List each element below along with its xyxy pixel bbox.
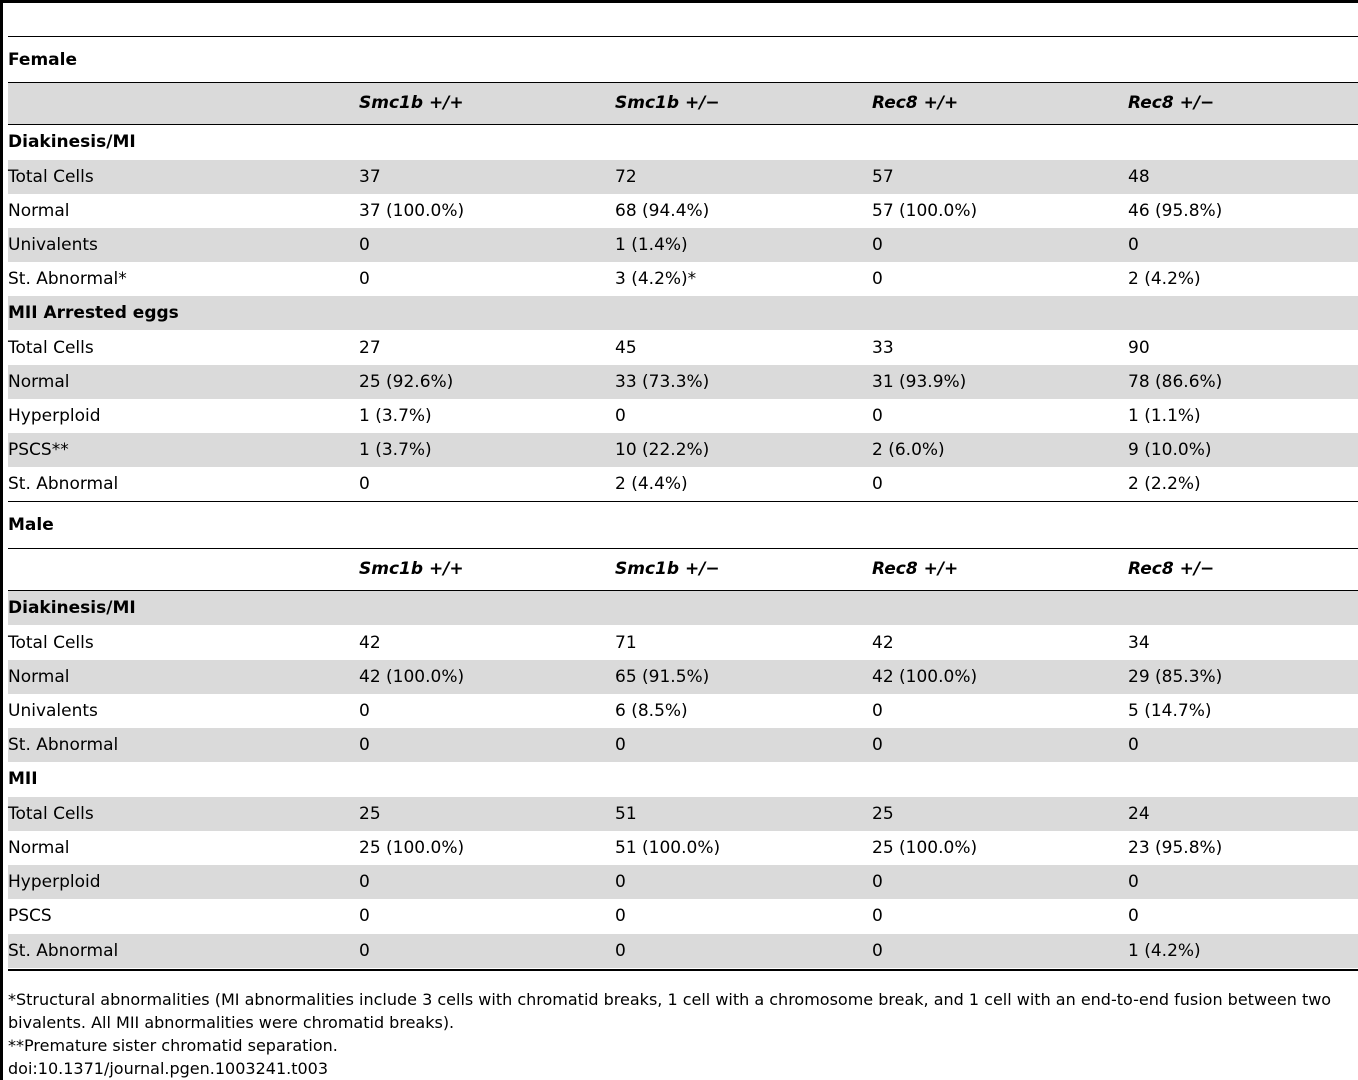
table-cell: 2 (6.0%) (872, 440, 945, 460)
column-header: Smc1b +/− (615, 93, 720, 113)
table-cell: 45 (615, 338, 637, 358)
table-cell: 0 (872, 872, 883, 892)
table-bottom-rule (8, 969, 1358, 971)
table-row (8, 467, 1358, 501)
table-cell: 0 (615, 406, 626, 426)
table-cell: 31 (93.9%) (872, 372, 967, 392)
table-cell: 0 (359, 269, 370, 289)
male-column-header-row (8, 549, 1358, 590)
table-cell: 27 (359, 338, 381, 358)
footnote-structural-cont: bivalents. All MII abnormalities were chromatid breaks). (8, 1013, 455, 1032)
table-row (8, 831, 1358, 865)
row-label: Total Cells (8, 633, 94, 653)
table-cell: 51 (100.0%) (615, 838, 721, 858)
table-row (8, 899, 1358, 933)
male-diakinesis-section-row (8, 591, 1358, 625)
table-cell: 0 (359, 701, 370, 721)
table-cell: 0 (872, 906, 883, 926)
table-cell: 0 (872, 735, 883, 755)
rule (8, 501, 1358, 502)
row-label: St. Abnormal* (8, 269, 127, 289)
column-header: Rec8 +/− (1128, 559, 1215, 579)
table-cell: 9 (10.0%) (1128, 440, 1212, 460)
table-cell: 0 (359, 872, 370, 892)
section-label: MII (8, 769, 38, 789)
column-header: Rec8 +/+ (872, 93, 959, 113)
table-cell: 0 (1128, 906, 1139, 926)
table-cell: 25 (100.0%) (359, 838, 465, 858)
table-cell: 1 (1.1%) (1128, 406, 1201, 426)
table-cell: 25 (359, 804, 381, 824)
table-row (8, 797, 1358, 831)
table-cell: 42 (872, 633, 894, 653)
table-row (8, 228, 1358, 262)
footnote-structural: *Structural abnormalities (MI abnormalities include 3 cells with chromatid breaks, 1 cell with a chromosome break, and 1 cell with an end-to-end fusion between two (8, 990, 1332, 1009)
table-cell: 57 (872, 167, 894, 187)
section-label: Diakinesis/MI (8, 598, 136, 618)
table-cell: 3 (4.2%)* (615, 269, 697, 289)
table-cell: 0 (615, 906, 626, 926)
table-cell: 42 (100.0%) (872, 667, 978, 687)
footnote-pscs: **Premature sister chromatid separation. (8, 1036, 338, 1055)
table-row (8, 365, 1358, 399)
row-label: Normal (8, 201, 70, 221)
table-cell: 48 (1128, 167, 1150, 187)
female-title: Female (8, 50, 77, 70)
table-cell: 2 (2.2%) (1128, 474, 1201, 494)
female-mii-section-row (8, 296, 1358, 330)
row-label: St. Abnormal (8, 941, 119, 961)
table-cell: 0 (872, 406, 883, 426)
table-cell: 65 (91.5%) (615, 667, 710, 687)
rule (8, 36, 1358, 37)
section-label: MII Arrested eggs (8, 303, 179, 323)
table-cell: 78 (86.6%) (1128, 372, 1223, 392)
row-label: St. Abnormal (8, 735, 119, 755)
table-row (8, 865, 1358, 899)
column-header: Smc1b +/+ (359, 559, 464, 579)
table-cell: 46 (95.8%) (1128, 201, 1223, 221)
section-label: Diakinesis/MI (8, 132, 136, 152)
table-cell: 23 (95.8%) (1128, 838, 1223, 858)
row-label: Hyperploid (8, 406, 101, 426)
table-cell: 2 (4.4%) (615, 474, 688, 494)
table-cell: 0 (1128, 235, 1139, 255)
row-label: Normal (8, 372, 70, 392)
table-cell: 0 (359, 906, 370, 926)
column-header: Smc1b +/− (615, 559, 720, 579)
table-cell: 6 (8.5%) (615, 701, 688, 721)
table-row (8, 626, 1358, 660)
table-row (8, 262, 1358, 296)
table-cell: 0 (615, 941, 626, 961)
table-cell: 24 (1128, 804, 1150, 824)
table-cell: 57 (100.0%) (872, 201, 978, 221)
table-cell: 25 (92.6%) (359, 372, 454, 392)
table-top-border (0, 0, 1358, 3)
row-label: Univalents (8, 701, 98, 721)
table-row (8, 399, 1358, 433)
table-cell: 0 (359, 735, 370, 755)
column-header: Rec8 +/+ (872, 559, 959, 579)
table-cell: 71 (615, 633, 637, 653)
column-header: Smc1b +/+ (359, 93, 464, 113)
row-label: Hyperploid (8, 872, 101, 892)
table-cell: 0 (872, 235, 883, 255)
row-label: PSCS** (8, 440, 69, 460)
table-cell: 0 (1128, 735, 1139, 755)
table-row (8, 433, 1358, 467)
table-cell: 33 (872, 338, 894, 358)
row-label: Normal (8, 667, 70, 687)
male-mii-section-row (8, 762, 1358, 796)
table-cell: 2 (4.2%) (1128, 269, 1201, 289)
table-cell: 0 (615, 872, 626, 892)
section-title-female (8, 43, 1358, 77)
row-label: Total Cells (8, 338, 94, 358)
table-cell: 72 (615, 167, 637, 187)
row-label: Total Cells (8, 804, 94, 824)
table-cell: 1 (1.4%) (615, 235, 688, 255)
table-row (8, 728, 1358, 762)
table-cell: 5 (14.7%) (1128, 701, 1212, 721)
table-cell: 33 (73.3%) (615, 372, 710, 392)
table-cell: 68 (94.4%) (615, 201, 710, 221)
row-label: PSCS (8, 906, 52, 926)
table-cell: 0 (359, 235, 370, 255)
table-cell: 90 (1128, 338, 1150, 358)
table-cell: 0 (359, 474, 370, 494)
table-row (8, 331, 1358, 365)
table-cell: 1 (3.7%) (359, 440, 432, 460)
table-cell: 42 (359, 633, 381, 653)
section-title-male (8, 508, 1358, 542)
table-cell: 25 (872, 804, 894, 824)
table-row (8, 194, 1358, 228)
row-label: St. Abnormal (8, 474, 119, 494)
table-row (8, 934, 1358, 968)
male-title: Male (8, 515, 54, 535)
table-cell: 0 (615, 735, 626, 755)
female-diakinesis-section-row (8, 125, 1358, 159)
female-column-header-row (8, 83, 1358, 124)
table-cell: 0 (872, 701, 883, 721)
table-row (8, 660, 1358, 694)
table-cell: 51 (615, 804, 637, 824)
table-cell: 37 (359, 167, 381, 187)
table-cell: 0 (872, 269, 883, 289)
table-cell: 42 (100.0%) (359, 667, 465, 687)
table-cell: 1 (4.2%) (1128, 941, 1201, 961)
table-cell: 37 (100.0%) (359, 201, 465, 221)
row-label: Univalents (8, 235, 98, 255)
table-cell: 29 (85.3%) (1128, 667, 1223, 687)
table-cell: 34 (1128, 633, 1150, 653)
table-cell: 25 (100.0%) (872, 838, 978, 858)
table-cell: 0 (1128, 872, 1139, 892)
table-cell: 1 (3.7%) (359, 406, 432, 426)
doi-text: doi:10.1371/journal.pgen.1003241.t003 (8, 1059, 329, 1078)
column-header: Rec8 +/− (1128, 93, 1215, 113)
table-cell: 0 (359, 941, 370, 961)
table-row (8, 694, 1358, 728)
table-cell: 10 (22.2%) (615, 440, 710, 460)
table-cell: 0 (872, 474, 883, 494)
table-left-border (0, 0, 3, 1080)
row-label: Normal (8, 838, 70, 858)
row-label: Total Cells (8, 167, 94, 187)
table-cell: 0 (872, 941, 883, 961)
table-row (8, 160, 1358, 194)
